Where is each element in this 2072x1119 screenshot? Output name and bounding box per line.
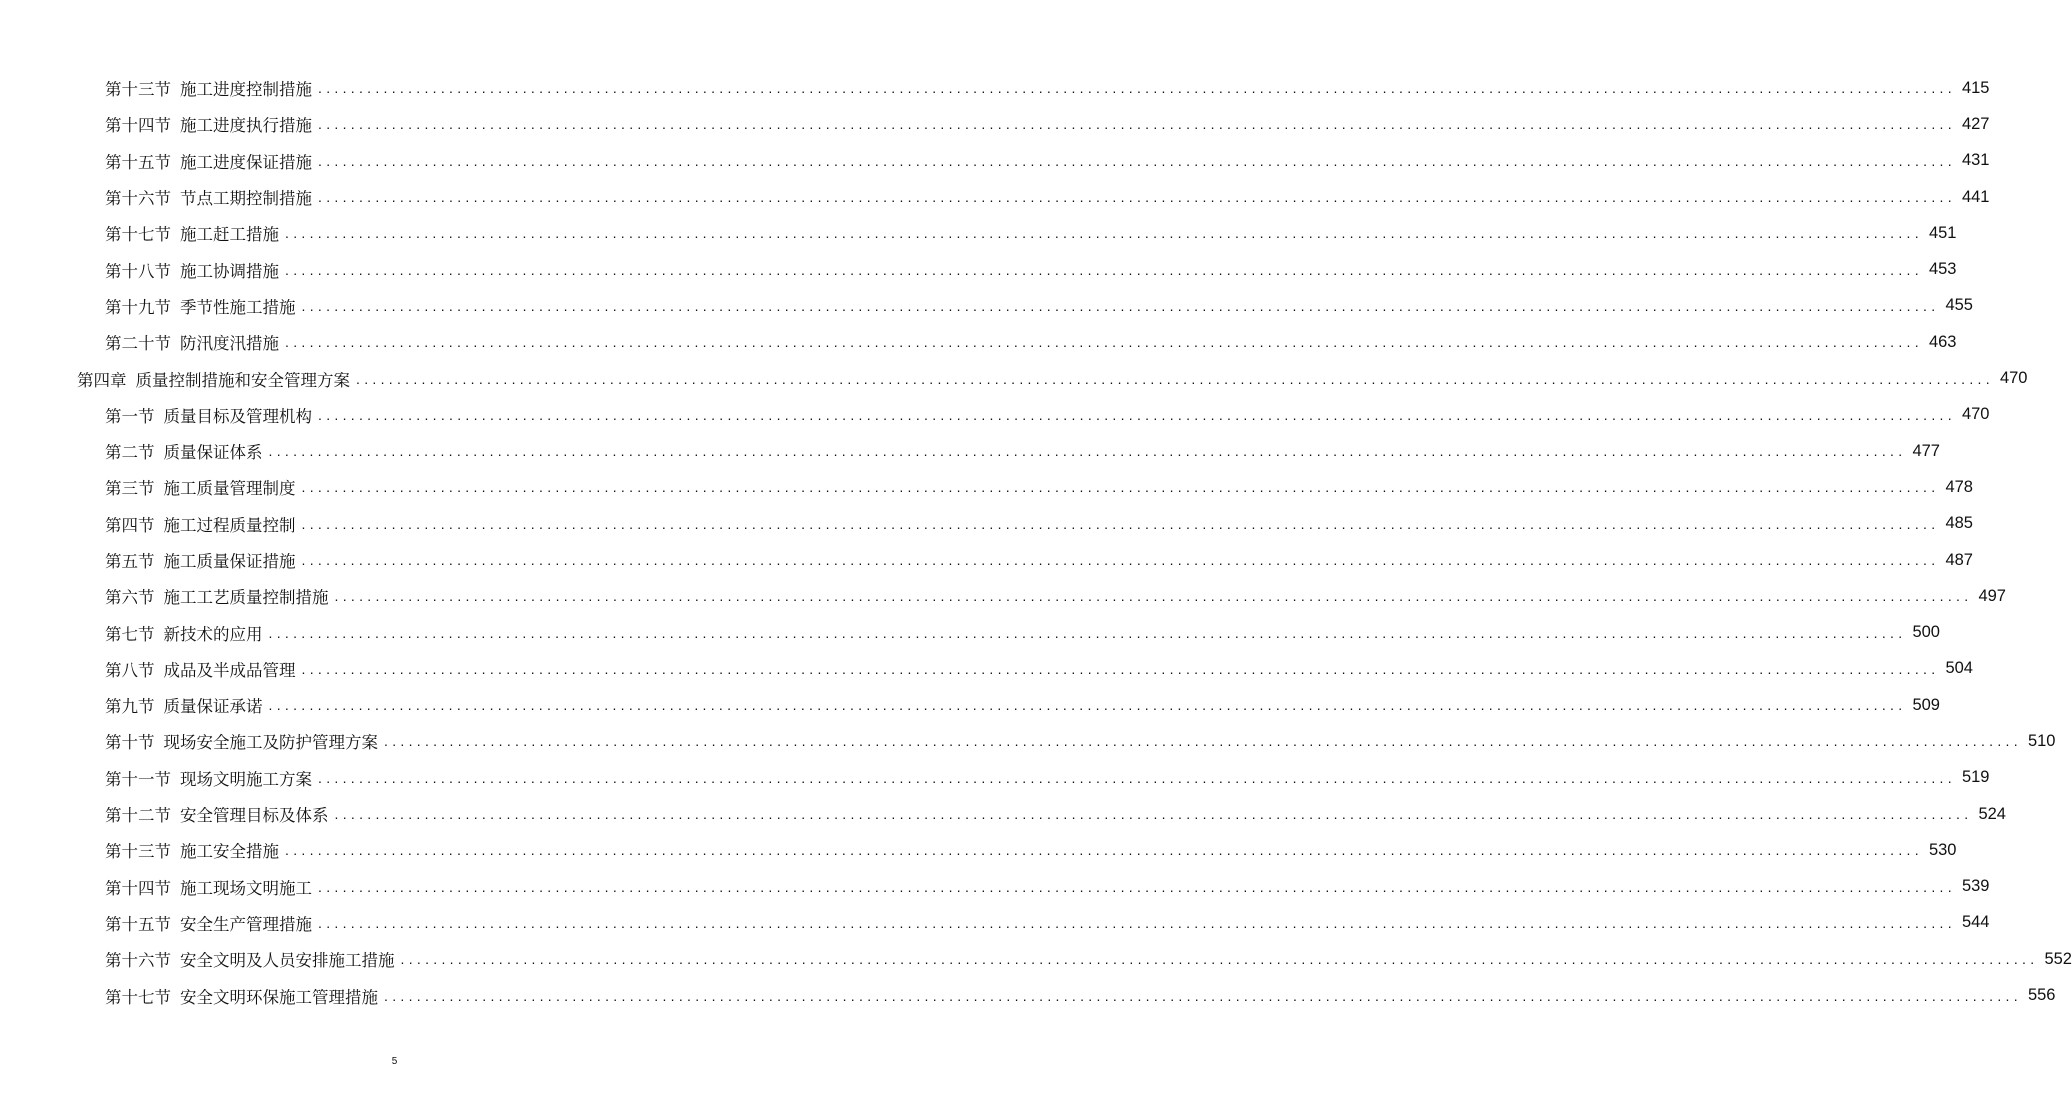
dot-leader: ........................................................................................................................................................................................................: [285, 334, 1923, 351]
dot-leader: ........................................................................................................................................................................................................: [356, 370, 1994, 387]
entry-number: 第六节: [105, 588, 155, 608]
toc-section-entry[interactable]: [0, 869, 1990, 905]
entry-number: 第十七节: [105, 987, 171, 1007]
toc-section-entry[interactable]: [0, 542, 1973, 578]
entry-title: 现场文明施工方案: [180, 769, 312, 789]
entry-page: 487: [1945, 550, 1973, 569]
entry-title: 施工现场文明施工: [180, 878, 312, 898]
entry-title: 季节性施工措施: [180, 297, 296, 317]
entry-page: 431: [1961, 151, 1990, 170]
dot-leader: ........................................................................................................................................................................................................: [334, 806, 1973, 823]
entry-number: 第二节: [105, 443, 155, 463]
dot-leader: ........................................................................................................................................................................................................: [301, 515, 1940, 532]
dot-leader: ........................................................................................................................................................................................................: [384, 733, 2022, 750]
entry-page: 524: [1978, 804, 2006, 823]
entry-page: 485: [1945, 514, 1973, 533]
toc-section-entry[interactable]: [0, 977, 2056, 1013]
entry-number: 第四节: [105, 515, 155, 535]
entry-page: 441: [1961, 187, 1990, 206]
toc-section-entry[interactable]: [0, 905, 1990, 941]
entry-title: 成品及半成品管理: [163, 660, 296, 680]
entry-number: 第十五节: [105, 914, 171, 934]
entry-number: 第九节: [105, 697, 155, 717]
entry-title: 施工进度控制措施: [180, 80, 312, 100]
entry-page: 552: [2044, 949, 2072, 968]
entry-page: 530: [1928, 840, 1957, 859]
toc-section-entry[interactable]: [0, 215, 1957, 251]
toc-section-entry[interactable]: [0, 832, 1957, 868]
dot-leader: ........................................................................................................................................................................................................: [285, 225, 1923, 242]
entry-page: 463: [1928, 332, 1957, 351]
entry-number: 第十六节: [105, 951, 171, 971]
dot-leader: ........................................................................................................................................................................................................: [301, 297, 1940, 314]
dot-leader: ........................................................................................................................................................................................................: [318, 80, 1956, 97]
entry-number: 第八节: [105, 660, 155, 680]
toc-section-entry[interactable]: [0, 397, 1990, 433]
entry-page: 544: [1961, 913, 1990, 932]
entry-page: 509: [1912, 695, 1940, 714]
toc-section-entry[interactable]: [0, 723, 2056, 759]
entry-page: 477: [1912, 441, 1940, 460]
dot-leader: ........................................................................................................................................................................................................: [268, 624, 1907, 641]
entry-number: 第十七节: [105, 225, 171, 245]
toc-section-entry[interactable]: [0, 687, 1940, 723]
entry-title: 质量保证体系: [163, 443, 263, 463]
dot-leader: ........................................................................................................................................................................................................: [400, 951, 2039, 968]
entry-page: 478: [1945, 477, 1973, 496]
entry-number: 第十六节: [105, 189, 171, 209]
entry-number: 第十九节: [105, 297, 171, 317]
entry-page: 510: [2027, 731, 2056, 750]
entry-number: 第十四节: [105, 116, 171, 136]
entry-title: 施工工艺质量控制措施: [163, 588, 329, 608]
entry-title: 施工进度执行措施: [180, 116, 312, 136]
toc-section-entry[interactable]: [0, 324, 1957, 360]
dot-leader: ........................................................................................................................................................................................................: [285, 842, 1923, 859]
entry-page: 470: [1999, 369, 2028, 388]
entry-title: 质量目标及管理机构: [163, 406, 312, 426]
entry-title: 现场安全施工及防护管理方案: [163, 733, 378, 753]
entry-page: 427: [1961, 114, 1990, 133]
toc-section-entry[interactable]: [0, 251, 1957, 287]
entry-title: 施工过程质量控制: [163, 515, 296, 535]
toc-section-entry[interactable]: [0, 469, 1973, 505]
entry-page: 539: [1961, 877, 1990, 896]
entry-number: 第十五节: [105, 152, 171, 172]
entry-title: 新技术的应用: [163, 624, 263, 644]
entry-title: 安全文明及人员安排施工措施: [180, 951, 395, 971]
dot-leader: ........................................................................................................................................................................................................: [268, 443, 1907, 460]
page-number: 5: [391, 1056, 398, 1067]
entry-number: 第十三节: [105, 80, 171, 100]
entry-page: 451: [1928, 223, 1957, 242]
entry-title: 安全管理目标及体系: [180, 806, 329, 826]
toc-section-entry[interactable]: [0, 106, 1990, 142]
entry-number: 第二十节: [105, 334, 171, 354]
entry-number: 第一节: [105, 406, 155, 426]
entry-title: 施工质量管理制度: [163, 479, 296, 499]
toc-section-entry[interactable]: [0, 288, 1973, 324]
toc-section-entry[interactable]: [0, 433, 1940, 469]
entry-number: 第十四节: [105, 878, 171, 898]
entry-page: 470: [1961, 405, 1990, 424]
entry-page: 453: [1928, 260, 1957, 279]
dot-leader: ........................................................................................................................................................................................................: [334, 588, 1973, 605]
entry-number: 第十三节: [105, 842, 171, 862]
toc-section-entry[interactable]: [0, 70, 1990, 106]
entry-title: 施工安全措施: [180, 842, 279, 862]
entry-number: 第三节: [105, 479, 155, 499]
entry-number: 第十节: [105, 733, 155, 753]
entry-number: 第十八节: [105, 261, 171, 281]
entry-page: 455: [1945, 296, 1973, 315]
dot-leader: ........................................................................................................................................................................................................: [318, 152, 1956, 169]
dot-leader: ........................................................................................................................................................................................................: [301, 660, 1940, 677]
entry-number: 第十二节: [105, 806, 171, 826]
dot-leader: ........................................................................................................................................................................................................: [318, 116, 1956, 133]
entry-page: 497: [1978, 586, 2006, 605]
entry-page: 556: [2027, 986, 2056, 1005]
dot-leader: ........................................................................................................................................................................................................: [318, 914, 1956, 931]
entry-title: 节点工期控制措施: [180, 189, 312, 209]
dot-leader: ........................................................................................................................................................................................................: [285, 261, 1923, 278]
toc-section-entry[interactable]: [0, 796, 2006, 832]
entry-title: 安全生产管理措施: [180, 914, 312, 934]
entry-page: 504: [1945, 659, 1973, 678]
dot-leader: ........................................................................................................................................................................................................: [268, 697, 1907, 714]
entry-number: 第十一节: [105, 769, 171, 789]
dot-leader: ........................................................................................................................................................................................................: [384, 987, 2022, 1004]
entry-title: 防汛度汛措施: [180, 334, 279, 354]
entry-number: 第五节: [105, 552, 155, 571]
dot-leader: ........................................................................................................................................................................................................: [318, 769, 1956, 786]
toc-section-entry[interactable]: [0, 614, 1940, 650]
dot-leader: ........................................................................................................................................................................................................: [301, 479, 1940, 496]
dot-leader: ........................................................................................................................................................................................................: [301, 552, 1940, 568]
entry-page: 519: [1961, 768, 1990, 787]
dot-leader: ........................................................................................................................................................................................................: [318, 189, 1956, 206]
entry-title: 质量控制措施和安全管理方案: [135, 370, 350, 390]
entry-title: 质量保证承诺: [163, 697, 263, 717]
table-of-contents: [0, 70, 2072, 1014]
entry-title: 施工质量保证措施: [163, 552, 296, 571]
entry-page: 500: [1912, 623, 1940, 642]
toc-section-entry[interactable]: [0, 760, 1990, 796]
dot-leader: ........................................................................................................................................................................................................: [318, 878, 1956, 895]
toc-section-entry[interactable]: [0, 651, 1973, 687]
entry-page: 415: [1961, 78, 1990, 97]
entry-title: 安全文明环保施工管理措施: [180, 987, 378, 1007]
toc-section-entry[interactable]: [0, 143, 1990, 179]
entry-number: 第七节: [105, 624, 155, 644]
entry-title: 施工协调措施: [180, 261, 279, 281]
toc-section-entry[interactable]: [0, 941, 2072, 977]
toc-section-entry[interactable]: [0, 179, 1990, 215]
toc-chapter-entry[interactable]: [0, 360, 2028, 396]
dot-leader: ........................................................................................................................................................................................................: [318, 406, 1956, 423]
toc-section-entry[interactable]: [0, 578, 2006, 614]
entry-title: 施工进度保证措施: [180, 152, 312, 172]
entry-number: 第四章: [77, 370, 127, 390]
toc-section-entry[interactable]: [0, 506, 1973, 542]
entry-title: 施工赶工措施: [180, 225, 279, 245]
